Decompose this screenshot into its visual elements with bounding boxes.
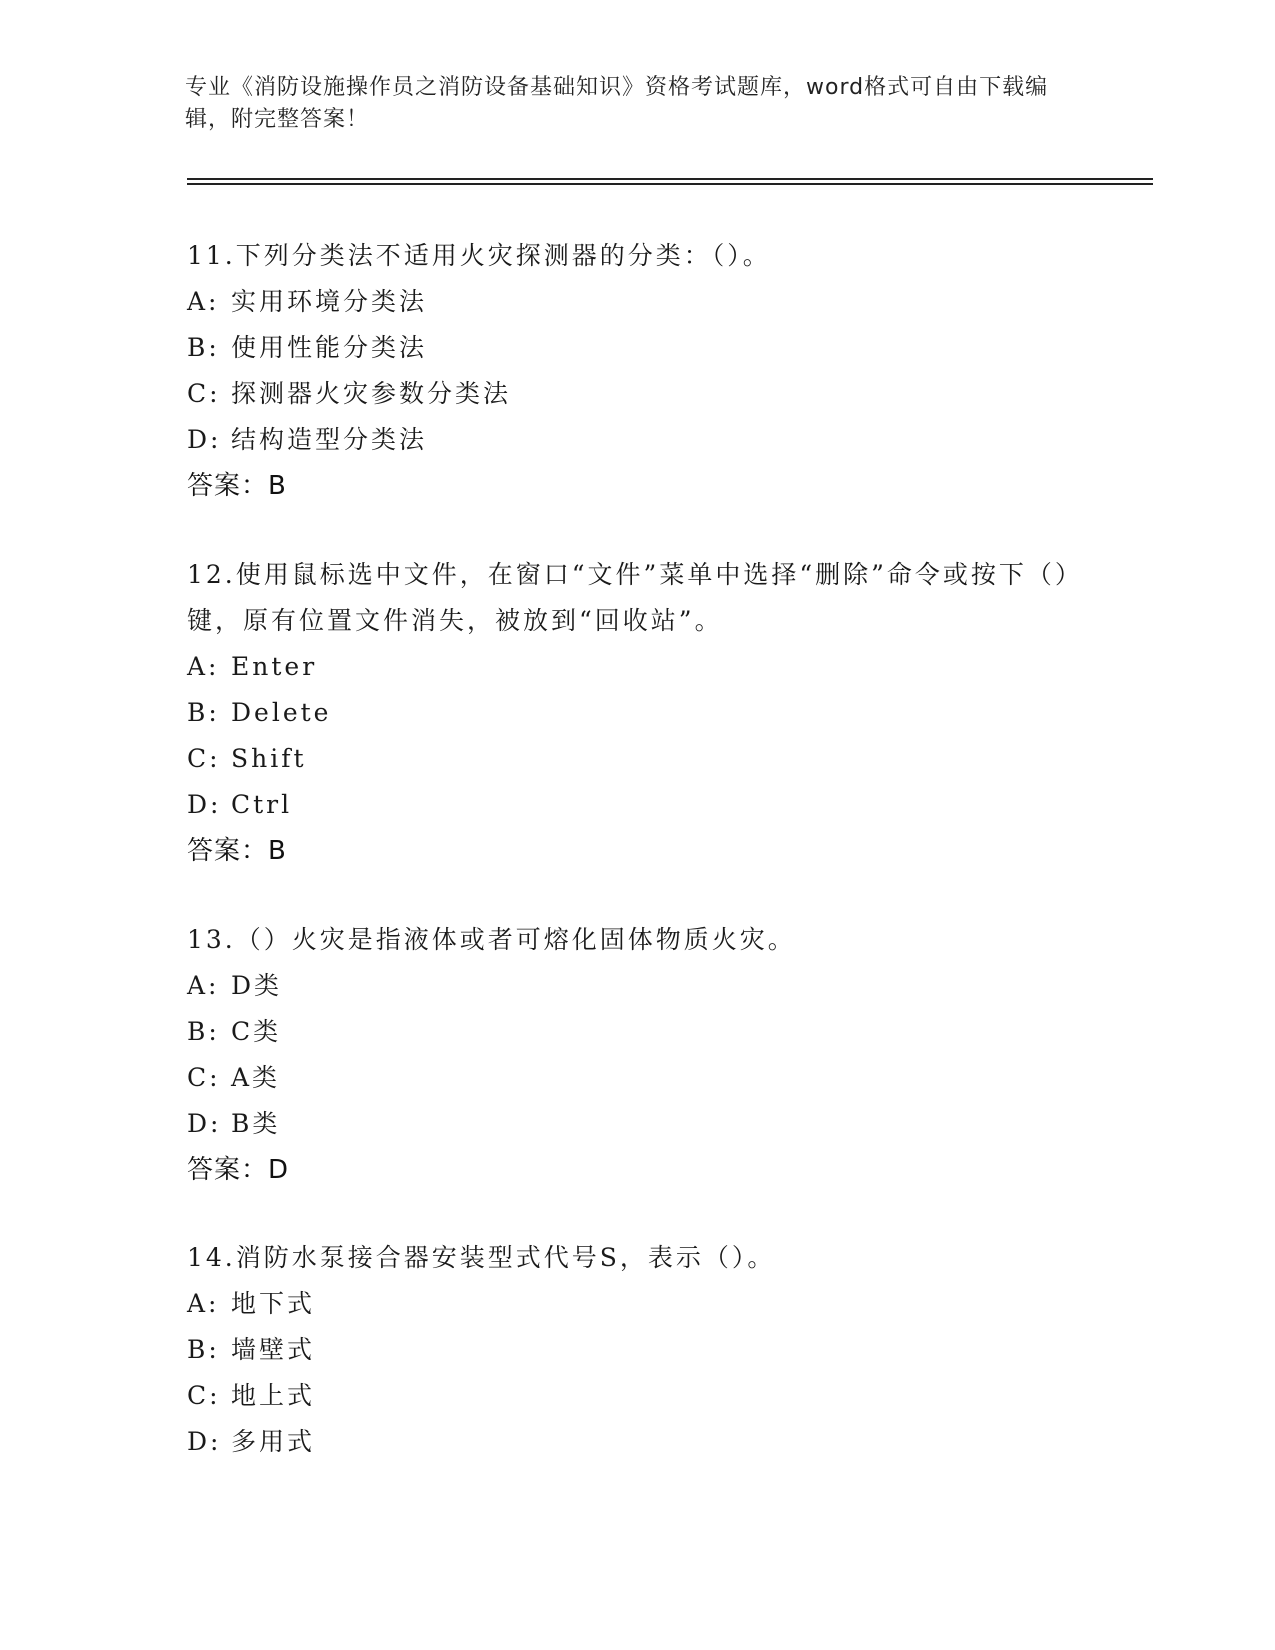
option-letter: A: [187, 1289, 220, 1318]
option-a [187, 1281, 1087, 1327]
option-text: B类 [231, 1109, 281, 1138]
option-text: Shift [231, 744, 307, 773]
answer-line: 答案：B [187, 836, 287, 866]
option-b [187, 690, 1087, 736]
option-letter: A: [187, 971, 220, 1000]
answer-line: 答案：B [187, 471, 287, 501]
option-text: 墙壁式 [231, 1335, 316, 1364]
option-b [187, 1327, 1087, 1373]
option-text: 多用式 [231, 1427, 316, 1456]
option-a [187, 644, 1087, 690]
option-text: D类 [231, 971, 283, 1000]
option-text: C类 [231, 1017, 282, 1046]
option-c [187, 371, 1087, 417]
option-text: Delete [231, 698, 332, 727]
option-c [187, 1373, 1087, 1419]
option-letter: B: [187, 698, 220, 727]
option-b [187, 1009, 1087, 1055]
option-c [187, 1055, 1087, 1101]
option-letter: A: [187, 652, 220, 681]
option-letter: B: [187, 1335, 220, 1364]
option-c [187, 736, 1087, 782]
option-letter: D: [187, 790, 222, 819]
option-d [187, 782, 1087, 828]
option-d [187, 1101, 1087, 1147]
question-stem: 14.消防水泵接合器安装型式代号S，表示（）。 [187, 1243, 776, 1272]
option-b [187, 325, 1087, 371]
option-text: 实用环境分类法 [231, 287, 428, 316]
option-letter: A: [187, 287, 220, 316]
header-divider-bottom [187, 183, 1153, 185]
answer-line: 答案：D [187, 1155, 290, 1185]
option-text: Enter [231, 652, 318, 681]
option-letter: D: [187, 1427, 222, 1456]
option-text: Ctrl [231, 790, 293, 819]
option-letter: B: [187, 1017, 220, 1046]
option-letter: C: [187, 379, 221, 408]
option-text: A类 [231, 1063, 281, 1092]
option-letter: C: [187, 744, 221, 773]
question-stem: 11.下列分类法不适用火灾探测器的分类：（）。 [187, 241, 771, 270]
option-d [187, 1419, 1087, 1465]
option-text: 地下式 [231, 1289, 316, 1318]
question-12 [187, 552, 1087, 874]
option-text: 地上式 [231, 1381, 316, 1410]
option-a [187, 963, 1087, 1009]
question-13 [187, 917, 1087, 1193]
option-a [187, 279, 1087, 325]
option-text: 使用性能分类法 [231, 333, 428, 362]
question-stem: 12.使用鼠标选中文件，在窗口“文件”菜单中选择“删除”命令或按下（）键，原有位置文件消失，被放到“回收站”。 [187, 560, 1083, 635]
option-letter: C: [187, 1063, 221, 1092]
question-stem: 13.（）火灾是指液体或者可熔化固体物质火灾。 [187, 925, 796, 954]
option-letter: D: [187, 425, 222, 454]
document-header: 专业《消防设施操作员之消防设备基础知识》资格考试题库，word格式可自由下载编辑，附完整答案！ [185, 75, 1049, 132]
question-11 [187, 233, 1087, 509]
header-divider-top [187, 178, 1153, 180]
option-d [187, 417, 1087, 463]
question-14 [187, 1235, 1087, 1465]
option-letter: D: [187, 1109, 222, 1138]
option-text: 结构造型分类法 [231, 425, 428, 454]
option-letter: B: [187, 333, 220, 362]
option-text: 探测器火灾参数分类法 [231, 379, 512, 408]
option-letter: C: [187, 1381, 221, 1410]
